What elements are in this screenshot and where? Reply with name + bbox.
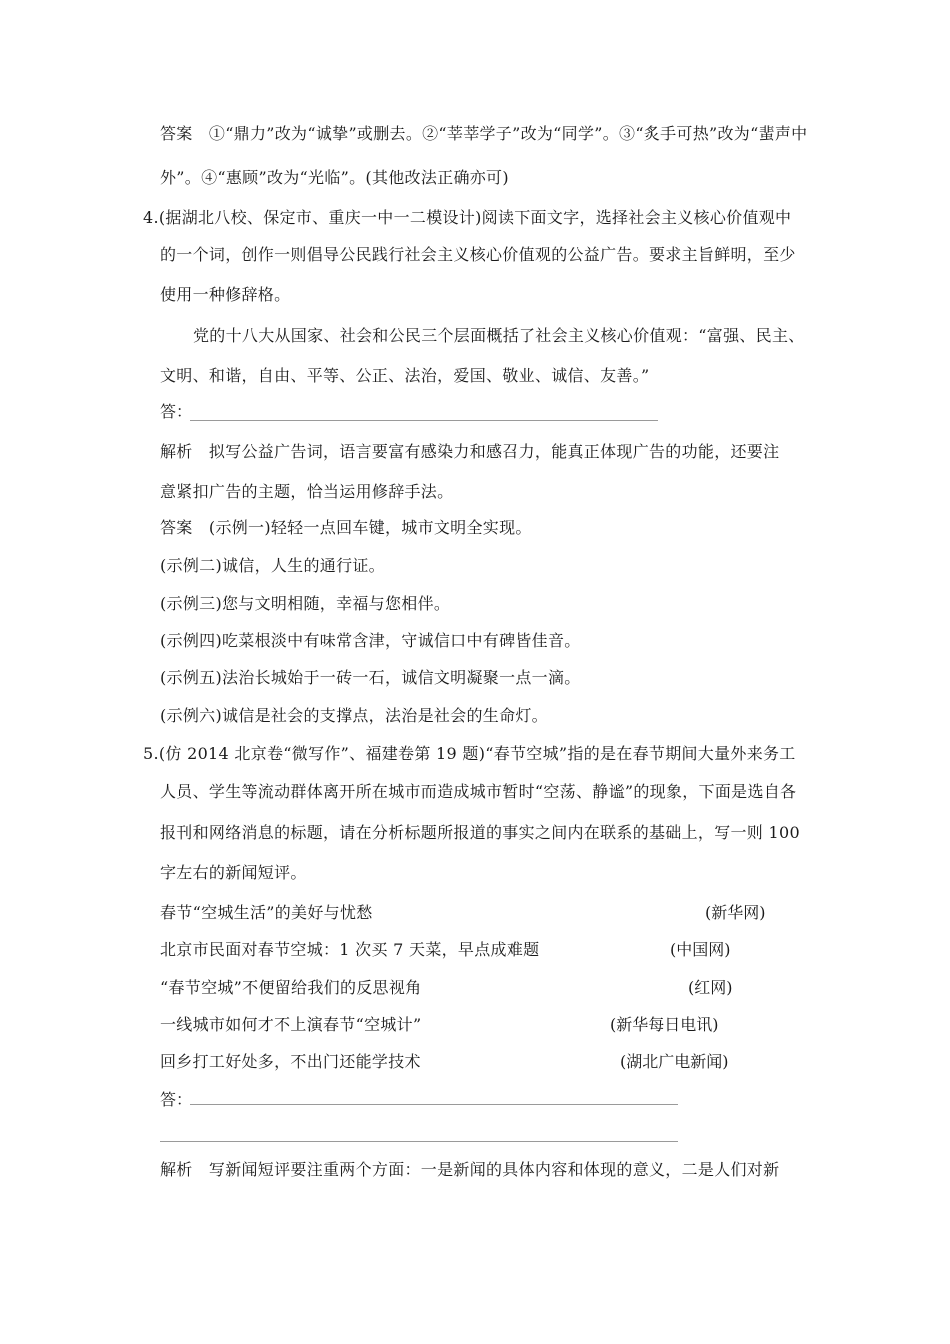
q5-stem-line-2: 人员、学生等流动群体离开所在城市而造成城市暂时“空荡、静谧”的现象，下面是选自各 xyxy=(160,782,797,801)
q4-analysis-line-2: 意紧扣广告的主题，恰当运用修辞手法。 xyxy=(160,482,454,501)
q4-example-6: (示例六)诚信是社会的支撑点，法治是社会的生命灯。 xyxy=(160,706,548,725)
q4-passage-line-2: 文明、和谐，自由、平等、公正、法治，爱国、敬业、诚信、友善。” xyxy=(160,366,650,385)
q4-example-3: (示例三)您与文明相随，幸福与您相伴。 xyxy=(160,594,451,613)
q4-stem-line-2: 的一个词，创作一则倡导公民践行社会主义核心价值观的公益广告。要求主旨鲜明，至少 xyxy=(160,245,796,264)
q4-analysis-line-1: 解析 拟写公益广告词，语言要富有感染力和感召力，能真正体现广告的功能，还要注 xyxy=(160,442,780,461)
q5-answer-blank[interactable] xyxy=(160,1141,678,1142)
q4-passage-line-1: 党的十八大从国家、社会和公民三个层面概括了社会主义核心价值观：“富强、民主、 xyxy=(193,326,805,345)
q5-headline-source: (新华网) xyxy=(705,903,766,922)
q4-example-1: 答案 (示例一)轻轻一点回车键，城市文明全实现。 xyxy=(160,518,532,537)
q4-example-4: (示例四)吃菜根淡中有味常含津，守诚信口中有碑皆佳音。 xyxy=(160,631,581,650)
q4-example-5: (示例五)法治长城始于一砖一石，诚信文明凝聚一点一滴。 xyxy=(160,668,581,687)
q4-answer-label: 答： xyxy=(160,402,193,421)
q4-stem-line-3: 使用一种修辞格。 xyxy=(160,285,291,304)
q5-answer-blank[interactable] xyxy=(190,1104,678,1105)
q5-stem-line-1: 5.(仿 2014 北京卷“微写作”、福建卷第 19 题)“春节空城”指的是在春节期间大量外来务工 xyxy=(143,744,796,763)
q5-headline-title: 北京市民面对春节空城：1 次买 7 天菜，早点成难题 xyxy=(160,940,540,959)
q5-stem-line-3: 报刊和网络消息的标题，请在分析标题所报道的事实之间内在联系的基础上，写一则 100 xyxy=(160,823,800,842)
q4-stem-line-1: 4.(据湖北八校、保定市、重庆一中一二模设计)阅读下面文字，选择社会主义核心价值观中 xyxy=(143,208,792,227)
prev-answer-line-2: 外”。④“惠顾”改为“光临”。(其他改法正确亦可) xyxy=(160,168,509,187)
q5-headline-title: 春节“空城生活”的美好与忧愁 xyxy=(160,903,373,922)
q5-answer-label: 答： xyxy=(160,1090,193,1109)
q5-headline-source: (湖北广电新闻) xyxy=(620,1052,729,1071)
prev-answer-line-1: 答案 ①“鼎力”改为“诚挚”或删去。②“莘莘学子”改为“同学”。③“炙手可热”改为“蜚声中 xyxy=(160,124,808,143)
q5-headline-source: (中国网) xyxy=(670,940,731,959)
q4-example-2: (示例二)诚信，人生的通行证。 xyxy=(160,556,385,575)
q5-headline-title: 回乡打工好处多，不出门还能学技术 xyxy=(160,1052,421,1071)
q5-analysis-line-1: 解析 写新闻短评要注重两个方面：一是新闻的具体内容和体现的意义，二是人们对新 xyxy=(160,1160,780,1179)
q5-headline-source: (红网) xyxy=(688,978,733,997)
q5-headline-title: “春节空城”不便留给我们的反思视角 xyxy=(160,978,422,997)
q5-stem-line-4: 字左右的新闻短评。 xyxy=(160,863,307,882)
q4-answer-blank[interactable] xyxy=(190,420,658,421)
q5-headline-source: (新华每日电讯) xyxy=(610,1015,719,1034)
q5-headline-title: 一线城市如何才不上演春节“空城计” xyxy=(160,1015,422,1034)
